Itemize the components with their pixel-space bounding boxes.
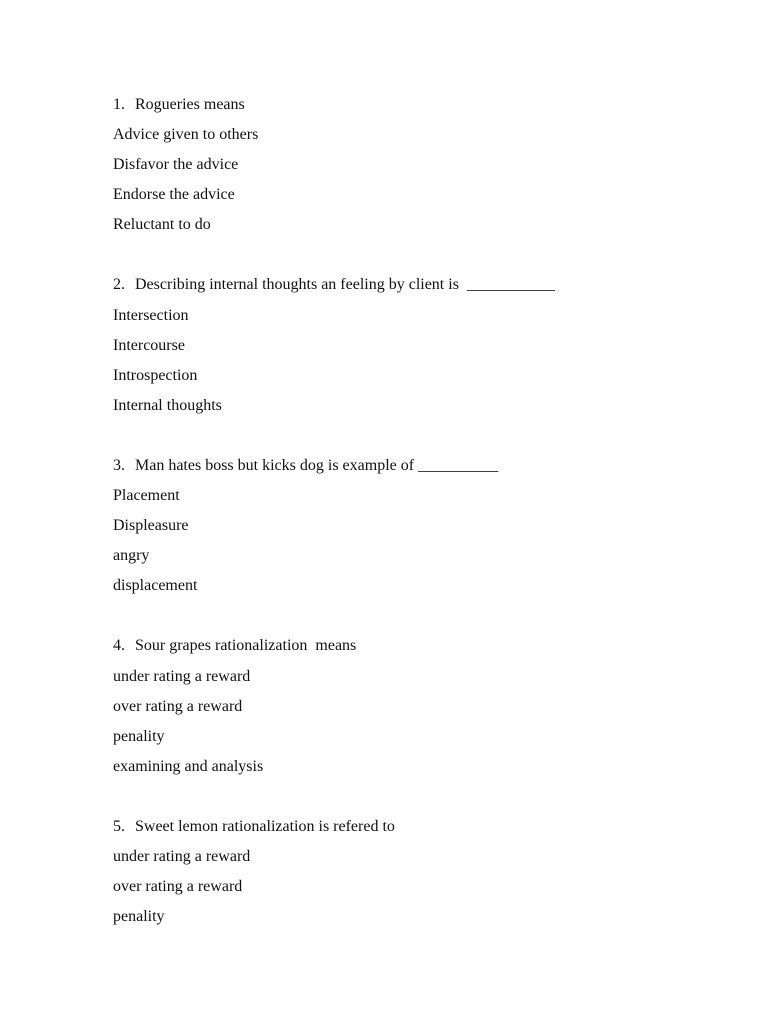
answer-option: Introspection [113, 366, 198, 384]
question-number: 4. [113, 637, 125, 655]
answer-option: over rating a reward [113, 697, 243, 715]
answer-option: penality [113, 727, 165, 745]
answer-option: Disfavor the advice [113, 156, 239, 174]
question-stem [113, 90, 713, 120]
answer-option: Intersection [113, 306, 189, 324]
question-number: 3. [113, 456, 125, 474]
question-text: Sour grapes rationalization means [135, 637, 357, 655]
answer-option: angry [113, 547, 150, 565]
answer-option: Displeasure [113, 517, 189, 535]
answer-option: under rating a reward [113, 847, 251, 865]
answer-option: over rating a reward [113, 878, 243, 896]
answer-option: Reluctant to do [113, 216, 211, 234]
answer-option: under rating a reward [113, 667, 251, 685]
answer-option: displacement [113, 577, 198, 595]
question-text: Man hates boss but kicks dog is example of __________ [135, 456, 499, 474]
answer-option: Placement [113, 487, 180, 505]
question-text: Sweet lemon rationalization is refered to [135, 817, 395, 835]
question-stem [113, 812, 713, 842]
question-3 [113, 451, 713, 601]
answer-option: examining and analysis [113, 757, 264, 775]
question-2 [113, 270, 713, 420]
question-number: 2. [113, 276, 125, 294]
question-number: 1. [113, 96, 125, 113]
answer-option: Intercourse [113, 336, 185, 354]
question-stem [113, 631, 713, 661]
question-1 [113, 90, 713, 240]
question-list [113, 90, 713, 962]
answer-option: Endorse the advice [113, 186, 235, 204]
question-text: Describing internal thoughts an feeling by client is ___________ [135, 276, 555, 294]
question-text: Rogueries means [135, 96, 245, 113]
question-5 [113, 812, 713, 932]
answer-option: Advice given to others [113, 126, 259, 144]
answer-option: penality [113, 908, 165, 926]
question-stem [113, 270, 713, 300]
answer-option: Internal thoughts [113, 396, 222, 414]
question-4 [113, 631, 713, 781]
question-stem [113, 451, 713, 481]
question-number: 5. [113, 817, 125, 835]
